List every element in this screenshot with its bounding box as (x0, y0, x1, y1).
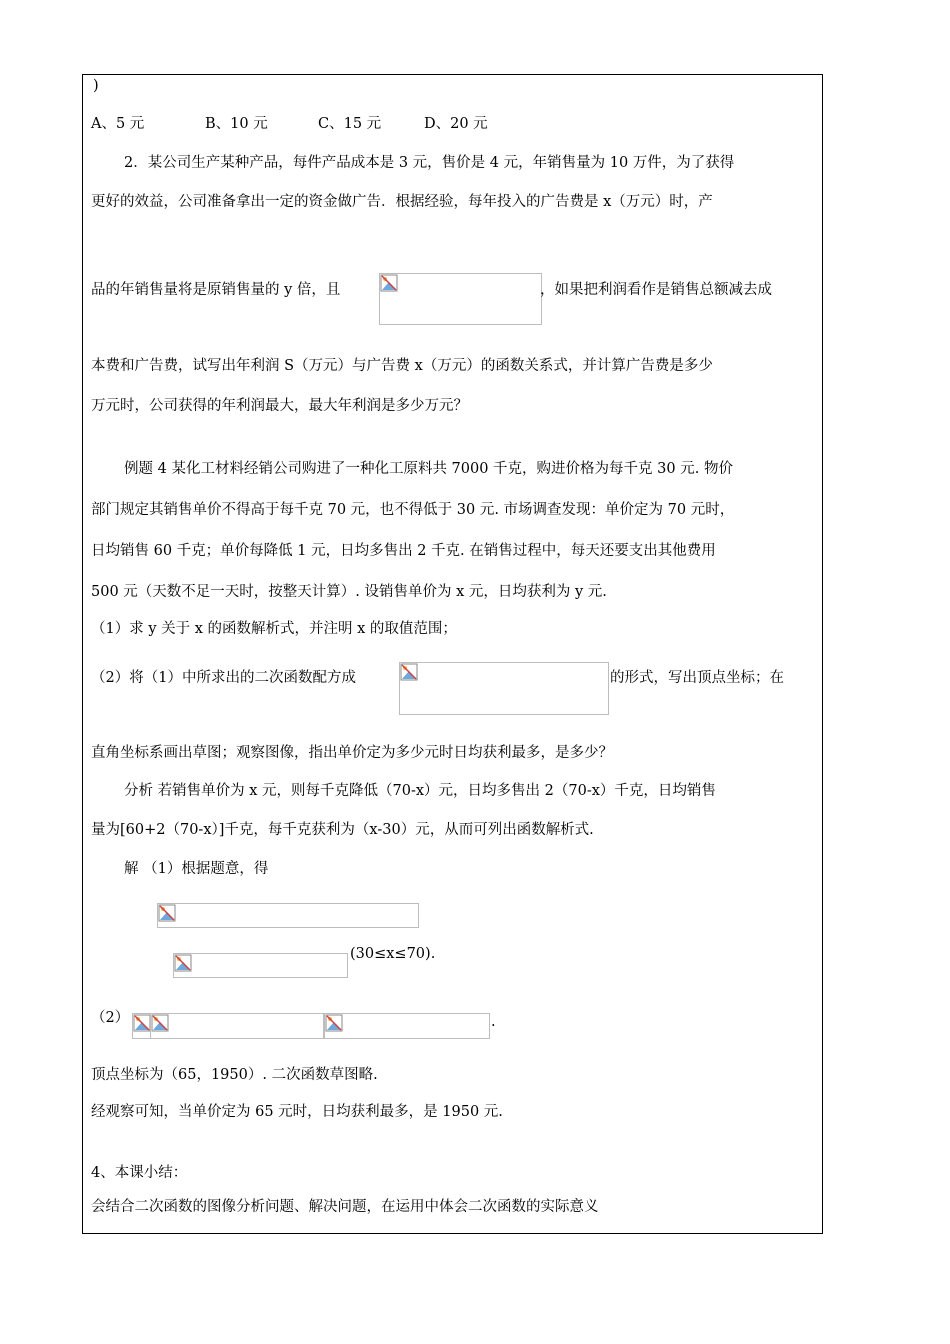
option-a: A、5 元 (91, 116, 145, 132)
problem2-line5: 万元时，公司获得的年利润最大，最大年利润是多少万元？ (91, 398, 468, 414)
summary-text: 会结合二次函数的图像分析问题、解决问题，在运用中体会二次函数的实际意义 (91, 1199, 599, 1215)
formula-image (157, 903, 419, 928)
problem2-line3b: ，如果把利润看作是销售总额减去成 (540, 282, 772, 298)
vertex-text: 顶点坐标为（65，1950）. 二次函数草图略. (91, 1067, 378, 1083)
broken-image-icon (174, 954, 192, 972)
formula-image (150, 1013, 324, 1039)
analysis-line1: 分析 若销售单价为 x 元，则每千克降低（70-x）元，日均多售出 2（70-x）千克，日均销售 (124, 783, 716, 799)
formula-image (173, 953, 348, 978)
option-d: D、20 元 (424, 116, 488, 132)
solution-2-period: . (491, 1014, 496, 1030)
analysis-line2: 量为[60+2（70-x）]千克，每千克获利为（x-30）元，从而可列出函数解析式. (91, 822, 594, 838)
range-text: (30≤x≤70). (350, 946, 436, 962)
broken-image-icon (151, 1014, 169, 1032)
problem2-line4: 本费和广告费，试写出年利润 S（万元）与广告费 x（万元）的函数关系式，并计算广告费是多少 (91, 358, 713, 374)
broken-image-icon (133, 1014, 151, 1032)
example4-line2: 部门规定其销售单价不得高于每千克 70 元，也不得低于 30 元. 市场调查发现：单价定为 70 元时， (91, 502, 735, 518)
question-2c: 直角坐标系画出草图；观察图像，指出单价定为多少元时日均获利最多，是多少？ (91, 745, 613, 761)
option-c: C、15 元 (318, 116, 382, 132)
content-frame (82, 74, 823, 1234)
problem2-line1: 2．某公司生产某种产品，每件产品成本是 3 元，售价是 4 元，年销售量为 10 万件，为了获得 (124, 155, 735, 171)
solution-heading: 解 （1）根据题意，得 (124, 861, 269, 877)
option-b: B、10 元 (205, 116, 268, 132)
broken-image-icon (325, 1014, 343, 1032)
formula-image (379, 273, 542, 325)
formula-image (324, 1013, 490, 1039)
broken-image-icon (380, 274, 398, 292)
formula-image (399, 662, 609, 715)
broken-image-icon (400, 663, 418, 681)
solution-2-label: （2） (91, 1010, 130, 1026)
broken-image-icon (158, 904, 176, 922)
text-paren: ) (93, 78, 99, 94)
question-2b: 的形式，写出顶点坐标；在 (610, 670, 784, 686)
problem2-line2: 更好的效益，公司准备拿出一定的资金做广告．根据经验，每年投入的广告费是 x（万元）时，产 (91, 194, 713, 210)
conclusion-text: 经观察可知，当单价定为 65 元时，日均获利最多，是 1950 元. (91, 1104, 503, 1120)
example4-line1: 例题 4 某化工材料经销公司购进了一种化工原料共 7000 千克，购进价格为每千克 30 元. 物价 (124, 461, 733, 477)
question-1: （1）求 y 关于 x 的函数解析式，并注明 x 的取值范围； (91, 621, 457, 637)
question-2a: （2）将（1）中所求出的二次函数配方成 (91, 670, 356, 686)
summary-heading: 4、本课小结： (91, 1165, 188, 1181)
example4-line4: 500 元（天数不足一天时，按整天计算）. 设销售单价为 x 元，日均获利为 y 元. (91, 584, 607, 600)
example4-line3: 日均销售 60 千克；单价每降低 1 元，日均多售出 2 千克. 在销售过程中，每天还要支出其他费用 (91, 543, 716, 559)
problem2-line3a: 品的年销售量将是原销售量的 y 倍，且 (91, 282, 341, 298)
